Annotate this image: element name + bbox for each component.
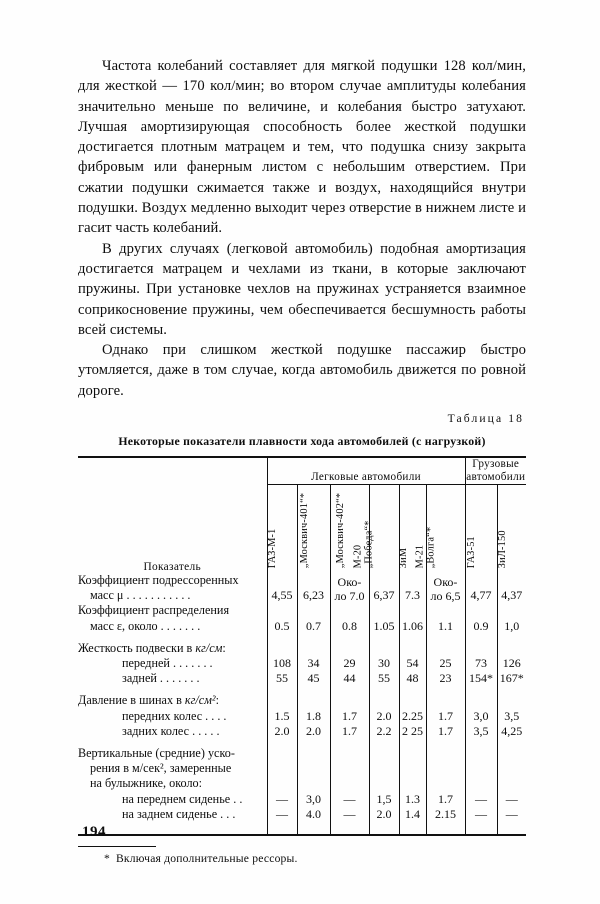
table-cell: 2.15 [426, 807, 465, 822]
table-cell: 3,0 [297, 792, 330, 807]
table-cell [297, 746, 330, 792]
column-header-m-20-pobeda-line2: „Победа“* [363, 520, 375, 569]
page-content [78, 56, 526, 865]
table-container [78, 456, 526, 836]
table-tail-cell [297, 822, 330, 834]
table-cell: 1.7 [330, 724, 369, 739]
table-cell: 1.05 [369, 603, 399, 633]
table-cell: 34 [297, 656, 330, 671]
row-label-line: передних колес . . . . [122, 708, 227, 723]
table-spacer-cell [369, 634, 399, 641]
table-cell: 6,37 [369, 573, 399, 603]
table-cell [497, 693, 526, 708]
row-label-line: передней . . . . . . . [122, 656, 213, 671]
table-spacer-cell [78, 686, 267, 693]
row-label-line: на заднем сиденье . . . [122, 806, 236, 821]
table-cell [267, 693, 297, 708]
row-label-unit: кг/см² [184, 693, 216, 708]
row-label [78, 656, 267, 671]
paragraph-2: В других случаях (легковой автомобиль) подобная амортизация достигается матрацем и чехлами из ткани, в которые заключают пружины. При установке чехлов на пружинах устраняется взаимное соприкосновение пружины, чем обеспечивается бесшумность работы всей системы. [78, 240, 526, 338]
row-label-unit: кг/см [195, 640, 223, 655]
table-cell: — [465, 792, 497, 807]
table-cell [330, 573, 369, 603]
column-header-moskvich-401 [297, 485, 330, 574]
column-header-gaz-m-1 [267, 485, 297, 574]
table-tail-row [78, 822, 526, 834]
vehicle-ride-smoothness-table [78, 456, 526, 834]
table-cell: 4,25 [497, 724, 526, 739]
table-spacer-cell [330, 634, 369, 641]
row-label-line: на булыжнике, около: [90, 776, 203, 791]
table-cell: 1.4 [399, 807, 426, 822]
column-header-m-21-volga-line1: М-21 [414, 544, 426, 569]
table-spacer-cell [78, 739, 267, 746]
table-spacer-cell [497, 634, 526, 641]
table-spacer-cell [399, 634, 426, 641]
row-label [78, 641, 267, 656]
table-cell [465, 641, 497, 656]
paragraph-3: Однако при слишком жесткой подушке пассажир быстро утомляется, даже в том случае, когда автомобиль движется по ровной дороге. [78, 342, 526, 399]
table-cell: 154* [465, 671, 497, 686]
table-spacer-cell [330, 739, 369, 746]
row-label-line: задней . . . . . . . [122, 671, 200, 686]
column-header-m-20-pobeda-line1: М-20 [352, 544, 364, 569]
row-label [78, 603, 267, 633]
table-cell [426, 693, 465, 708]
table-cell: 1.7 [426, 792, 465, 807]
table-tail-cell [497, 822, 526, 834]
table-cell: 2.0 [297, 724, 330, 739]
row-label-line: масс μ . . . . . . . . . . . [90, 588, 191, 603]
table-cell: 25 [426, 656, 465, 671]
table-footnote [78, 852, 526, 865]
column-header-zim-line1: ЗиМ [397, 547, 409, 569]
table-spacer-cell [369, 686, 399, 693]
table-row [78, 724, 526, 739]
table-cell [497, 746, 526, 792]
row-label-line: Вертикальные (средние) уско- [78, 746, 235, 761]
table-spacer-row [78, 634, 526, 641]
table-cell: 1.06 [399, 603, 426, 633]
table-cell: 1.1 [426, 603, 465, 633]
column-header-m-21-volga-line2: „Волга“* [425, 526, 437, 569]
table-row [78, 573, 526, 603]
table-spacer-cell [426, 739, 465, 746]
column-header-m-20-pobeda [352, 485, 399, 574]
table-cell [369, 641, 399, 656]
table-cell: 2 25 [399, 724, 426, 739]
column-header-gaz-51-line1: ГАЗ-51 [465, 535, 477, 569]
table-row [78, 603, 526, 633]
table-cell [267, 746, 297, 792]
table-cell: — [330, 792, 369, 807]
row-label [78, 792, 267, 807]
table-spacer-cell [297, 634, 330, 641]
table-cell: — [330, 807, 369, 822]
table-spacer-cell [330, 686, 369, 693]
table-spacer-row [78, 686, 526, 693]
table-cell-line: Око- [433, 574, 458, 589]
table-number-label: Таблица 18 [447, 412, 524, 426]
table-tail-cell [426, 822, 465, 834]
table-cell: 2.0 [267, 724, 297, 739]
table-row [78, 671, 526, 686]
table-cell: 126 [497, 656, 526, 671]
paragraph-1: Частота колебаний составляет для мягкой подушки 128 кол/мин, для жесткой — 170 кол/мин; во втором случае амплитуды колебания значительно меньше по величине, и колебания быстро затухают. Лучшая амортизирующая способность более жесткой подушки достигается плотным матрацем и тем, что подушка снизу закрыта фибровым или фанерным листом с небольшим отверстием. При сжатии подушки сжимается также и воздух, находящийся внутри подушки. Воздух медленно выходит через отверстие в нижнем листе и гасит часть колебаний. [78, 58, 526, 237]
column-header-indicator: Показатель [143, 561, 201, 574]
table-cell [426, 746, 465, 792]
table-cell: 0.9 [465, 603, 497, 633]
row-label [78, 671, 267, 686]
table-cell: 2.0 [369, 709, 399, 724]
table-row [78, 709, 526, 724]
table-cell [369, 693, 399, 708]
table-cell: 1.7 [426, 724, 465, 739]
row-label [78, 807, 267, 822]
table-cell: 1,5 [369, 792, 399, 807]
table-tail-cell [369, 822, 399, 834]
table-spacer-row [78, 739, 526, 746]
table-cell: 1.7 [330, 709, 369, 724]
table-spacer-cell [78, 634, 267, 641]
table-cell: 2.25 [399, 709, 426, 724]
row-label-line: Коэффициент распределения [78, 603, 230, 618]
table-cell: 4,37 [497, 573, 526, 603]
table-cell: 2.2 [369, 724, 399, 739]
table-spacer-cell [399, 739, 426, 746]
table-cell: 1.3 [399, 792, 426, 807]
table-cell-line: ло 6,5 [430, 589, 461, 604]
column-header-moskvich-402-line1: „Москвич-402“* [334, 492, 346, 569]
table-cell: 55 [369, 671, 399, 686]
table-cell: 29 [330, 656, 369, 671]
table-cell: — [465, 807, 497, 822]
column-header-zil-150-line1: ЗиЛ-150 [496, 530, 508, 569]
row-label-line: Коэффициент подрессоренных [78, 573, 239, 588]
table-tail-cell [465, 822, 497, 834]
row-label [78, 573, 267, 603]
table-cell [497, 641, 526, 656]
column-header-moskvich-401-line1: „Москвич-401“* [298, 492, 310, 569]
table-group-header-row [78, 457, 526, 485]
row-label [78, 746, 267, 792]
table-row [78, 792, 526, 807]
table-spacer-cell [297, 739, 330, 746]
table-tail-cell [330, 822, 369, 834]
table-spacer-cell [465, 739, 497, 746]
table-section-row [78, 641, 526, 656]
footnote-marker: * [104, 852, 110, 866]
table-cell [399, 693, 426, 708]
table-spacer-cell [297, 686, 330, 693]
table-cell [330, 641, 369, 656]
row-label [78, 709, 267, 724]
column-header-gaz-51 [465, 485, 497, 574]
table-cell [267, 641, 297, 656]
table-cell: 44 [330, 671, 369, 686]
table-cell [426, 573, 465, 603]
table-cell: 23 [426, 671, 465, 686]
table-spacer-cell [465, 634, 497, 641]
table-column-header-row [78, 485, 526, 574]
table-cell: 7.3 [399, 573, 426, 603]
table-tail-cell [267, 822, 297, 834]
row-label-line: Давление в шинах в кг/см²: [78, 693, 219, 708]
table-row [78, 807, 526, 822]
table-cell: — [497, 807, 526, 822]
table-cell: 48 [399, 671, 426, 686]
table-cell [465, 693, 497, 708]
table-cell: 2.0 [369, 807, 399, 822]
table-section-row [78, 693, 526, 708]
row-label-line: Жесткость подвески в кг/см: [78, 640, 226, 655]
row-label-line: задних колес . . . . . [122, 723, 220, 738]
table-cell: 73 [465, 656, 497, 671]
table-cell: 1.8 [297, 709, 330, 724]
table-cell: — [267, 807, 297, 822]
table-cell-line: ло 7.0 [334, 589, 365, 604]
table-cell [330, 746, 369, 792]
row-label-line: рения в м/сек², замеренные [90, 761, 232, 776]
table-cell: 55 [267, 671, 297, 686]
table-cell: 0.7 [297, 603, 330, 633]
table-spacer-cell [465, 686, 497, 693]
row-label [78, 724, 267, 739]
table-cell: 30 [369, 656, 399, 671]
table-cell: 1,0 [497, 603, 526, 633]
table-cell [465, 746, 497, 792]
table-cell: — [267, 792, 297, 807]
table-cell: 1.5 [267, 709, 297, 724]
row-label-line: на переднем сиденье . . [122, 791, 243, 806]
table-cell: 3,0 [465, 709, 497, 724]
table-spacer-cell [399, 686, 426, 693]
table-spacer-cell [426, 634, 465, 641]
table-cell-line: Око- [337, 574, 362, 589]
table-spacer-cell [369, 739, 399, 746]
page-number: 194 [82, 824, 106, 840]
table-section-row [78, 746, 526, 792]
table-tail-cell [78, 822, 267, 834]
table-cell [426, 641, 465, 656]
table-cell: — [497, 792, 526, 807]
table-cell [330, 693, 369, 708]
table-spacer-cell [267, 686, 297, 693]
table-cell: 1.7 [426, 709, 465, 724]
table-cell: 167* [497, 671, 526, 686]
table-cell [399, 641, 426, 656]
table-spacer-cell [497, 686, 526, 693]
footnote-rule [78, 846, 156, 847]
table-tail-cell [399, 822, 426, 834]
column-header-gaz-m-1-line1: ГАЗ-М-1 [266, 528, 278, 569]
table-spacer-cell [267, 739, 297, 746]
table-cell: 3,5 [465, 724, 497, 739]
column-header-m-21-volga [414, 485, 465, 574]
group-header-blank [78, 457, 267, 485]
column-header-zil-150 [497, 485, 526, 574]
table-cell [399, 746, 426, 792]
table-cell [297, 693, 330, 708]
footnote-text: Включая дополнительные рессоры. [116, 852, 298, 866]
row-label [78, 693, 267, 708]
table-cell: 54 [399, 656, 426, 671]
table-cell: 45 [297, 671, 330, 686]
table-cell: 4,77 [465, 573, 497, 603]
table-row [78, 656, 526, 671]
table-cell [369, 746, 399, 792]
row-label-line: масс ε, около . . . . . . . [90, 618, 201, 633]
group-header-passenger: Легковые автомобили [267, 457, 465, 485]
table-cell [297, 641, 330, 656]
table-cell: 3,5 [497, 709, 526, 724]
table-spacer-cell [267, 634, 297, 641]
table-cell: 108 [267, 656, 297, 671]
group-header-truck: Грузовые автомобили [466, 458, 526, 484]
table-cell: 6,23 [297, 573, 330, 603]
table-body [78, 573, 526, 834]
table-cell: 0.5 [267, 603, 297, 633]
table-spacer-cell [497, 739, 526, 746]
table-spacer-cell [426, 686, 465, 693]
table-cell: 4.0 [297, 807, 330, 822]
table-cell: 4,55 [267, 573, 297, 603]
table-title: Некоторые показатели плавности хода автомобилей (с нагрузкой) [118, 434, 486, 449]
table-cell: 0.8 [330, 603, 369, 633]
